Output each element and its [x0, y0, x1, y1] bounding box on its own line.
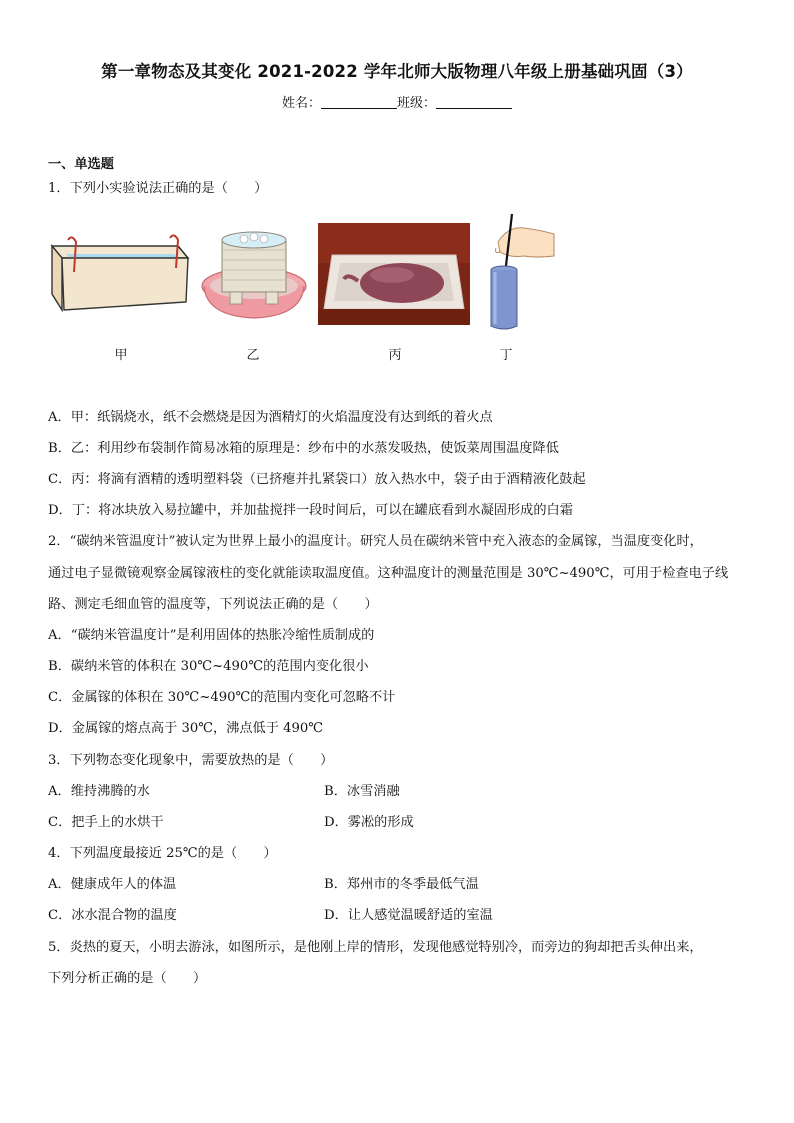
- q1-option-d: D．丁：将冰块放入易拉罐中，并加盐搅拌一段时间后，可以在罐底看到水凝固形成的白霜: [48, 503, 573, 518]
- caption-bing: 丙: [388, 348, 402, 363]
- q3-stem: 3．下列物态变化现象中，需要放热的是（ ）: [48, 753, 334, 768]
- name-class-line: [0, 92, 794, 111]
- figure-can-stirring: [484, 208, 556, 336]
- q2-stem-line1: 2．“碳纳米管温度计”被认定为世界上最小的温度计。研究人员在碳纳米管中充入液态的金属镓，当温度变化时，: [48, 534, 703, 549]
- q3-option-c: C．把手上的水烘干: [48, 815, 164, 830]
- q4-option-a: A．健康成年人的体温: [48, 877, 177, 892]
- caption-yi: 乙: [246, 348, 260, 363]
- q2-option-b: B．碳纳米管的体积在 30℃~490℃的范围内变化很小: [48, 659, 369, 674]
- q3-option-a: A．维持沸腾的水: [48, 784, 150, 799]
- name-label: 姓名：: [281, 96, 321, 111]
- caption-ding: 丁: [499, 348, 513, 363]
- q2-option-c: C．金属镓的体积在 30℃~490℃的范围内变化可忽略不计: [48, 690, 396, 705]
- figure-paper-pot: [46, 232, 192, 318]
- q2-option-a: A．“碳纳米管温度计”是利用固体的热胀冷缩性质制成的: [48, 628, 375, 643]
- q4-option-c: C．冰水混合物的温度: [48, 908, 177, 923]
- q1-stem: 1．下列小实验说法正确的是（ ）: [48, 181, 268, 196]
- figure-alcohol-bag: [318, 223, 470, 325]
- page-title: 第一章物态及其变化 2021-2022 学年北师大版物理八年级上册基础巩固（3）: [101, 62, 693, 81]
- q4-option-b: B．郑州市的冬季最低气温: [324, 877, 479, 892]
- name-blank: [321, 96, 397, 109]
- q5-stem-line2: 下列分析正确的是（ ）: [48, 971, 207, 986]
- q2-stem-line3: 路、测定毛细血管的温度等，下列说法正确的是（ ）: [48, 597, 378, 612]
- q1-option-c: C．丙：将滴有酒精的透明塑料袋（已挤瘪并扎紧袋口）放入热水中，袋子由于酒精液化鼓起: [48, 472, 586, 487]
- q5-stem-line1: 5．炎热的夏天，小明去游泳，如图所示，是他刚上岸的情形，发现他感觉特别冷，而旁边的狗却把舌头伸出来，: [48, 940, 703, 955]
- q3-option-b: B．冰雪消融: [324, 784, 400, 799]
- q4-option-d: D．让人感觉温暖舒适的室温: [324, 908, 493, 923]
- caption-jia: 甲: [114, 348, 128, 363]
- figure-gauze-fridge: [200, 226, 308, 322]
- section-heading: 一、单选题: [48, 157, 114, 172]
- class-label: 班级：: [397, 96, 437, 111]
- q3-option-d: D．雾凇的形成: [324, 815, 414, 830]
- q2-stem-line2: 通过电子显微镜观察金属镓液柱的变化就能读取温度值。这种温度计的测量范围是 30℃~490℃，可用于检查电子线: [48, 566, 729, 581]
- q1-option-a: A．甲：纸锅烧水，纸不会燃烧是因为酒精灯的火焰温度没有达到纸的着火点: [48, 410, 493, 425]
- q1-option-b: B．乙：利用纱布袋制作简易冰箱的原理是：纱布中的水蒸发吸热，使饭菜周围温度降低: [48, 441, 559, 456]
- q2-option-d: D．金属镓的熔点高于 30℃，沸点低于 490℃: [48, 721, 324, 736]
- q4-stem: 4．下列温度最接近 25℃的是（ ）: [48, 846, 277, 861]
- class-blank: [436, 96, 512, 109]
